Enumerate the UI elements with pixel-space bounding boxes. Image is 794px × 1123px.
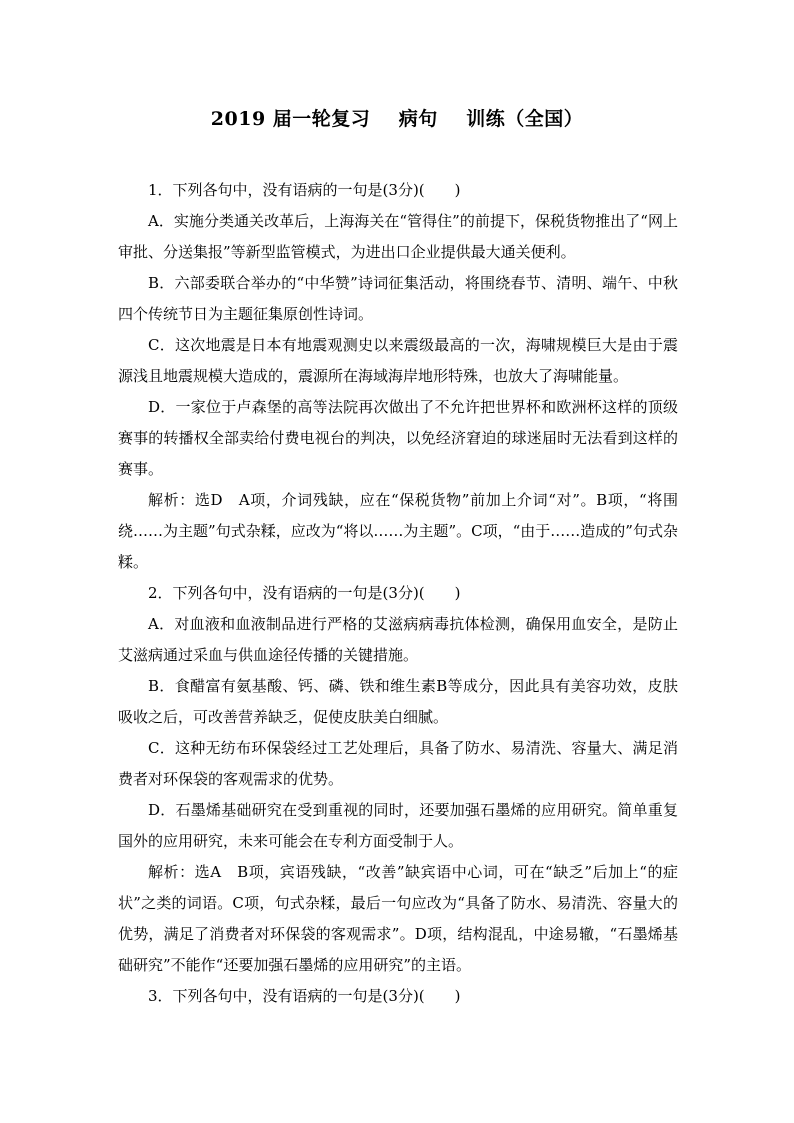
question-1-stem: 1．下列各句中，没有语病的一句是(3分)( ) xyxy=(148,181,461,199)
question-2-option-d: D．石墨烯基础研究在受到重视的同时，还要加强石墨烯的应用研究。简单重复国外的应用研究，未来可能会在专利方面受制于人。 xyxy=(118,801,678,850)
question-2-option-b: B．食醋富有氨基酸、钙、磷、铁和维生素B等成分，因此具有美容功效，皮肤吸收之后，可改善营养缺乏，促使皮肤美白细腻。 xyxy=(118,677,678,726)
question-2-analysis: 解析：选A B项，宾语残缺，“改善”缺宾语中心词，可在“缺乏”后加上“的症状”之类的词语。C项，句式杂糅，最后一句应改为“具备了防水、易清洗、容量大的优势，满足了消费者对环保袋的客观需求”。D项，结构混乱，中途易辙，“石墨烯基础研究”不能作“还要加强石墨烯的应用研究”的主语。 xyxy=(118,863,678,974)
question-1-option-a: A．实施分类通关改革后，上海海关在“管得住”的前提下，保税货物推出了“网上审批、分送集报”等新型监管模式，为进出口企业提供最大通关便利。 xyxy=(118,212,678,261)
question-1-analysis: 解析：选D A项，介词残缺，应在“保税货物”前加上介词“对”。B项，“将围绕……为主题”句式杂糅，应改为“将以……为主题”。C项，“由于……造成的”句式杂糅。 xyxy=(118,491,678,571)
question-1-option-d: D．一家位于卢森堡的高等法院再次做出了不允许把世界杯和欧洲杯这样的顶级赛事的转播权全部卖给付费电视台的判决，以免经济窘迫的球迷届时无法看到这样的赛事。 xyxy=(118,398,678,478)
question-2-option-c: C．这种无纺布环保袋经过工艺处理后，具备了防水、易清洗、容量大、满足消费者对环保袋的客观需求的优势。 xyxy=(118,739,678,788)
question-3-stem: 3．下列各句中，没有语病的一句是(3分)( ) xyxy=(148,987,461,1005)
question-2-stem: 2．下列各句中，没有语病的一句是(3分)( ) xyxy=(148,584,461,602)
document-title: 2019 届一轮复习 病句 训练（全国） xyxy=(210,108,584,130)
document-body xyxy=(118,175,678,1012)
question-1-option-c: C．这次地震是日本有地震观测史以来震级最高的一次，海啸规模巨大是由于震源浅且地震规模大造成的，震源所在海域海岸地形特殊，也放大了海啸能量。 xyxy=(118,336,678,385)
question-1-option-b: B．六部委联合举办的“中华赞”诗词征集活动，将围绕春节、清明、端午、中秋四个传统节日为主题征集原创性诗词。 xyxy=(118,274,678,323)
question-2-option-a: A．对血液和血液制品进行严格的艾滋病病毒抗体检测，确保用血安全，是防止艾滋病通过采血与供血途径传播的关键措施。 xyxy=(118,615,678,664)
